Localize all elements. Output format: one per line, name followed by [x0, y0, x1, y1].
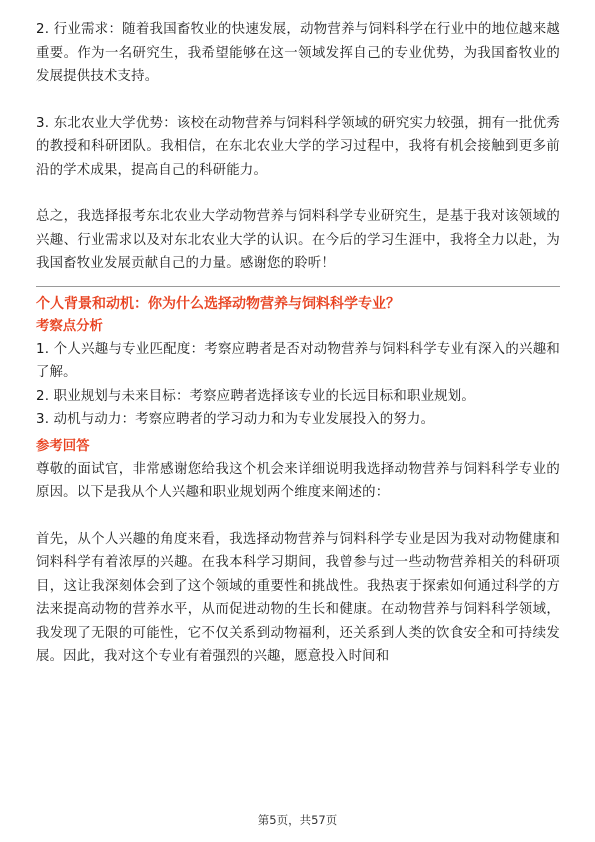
document-page	[36, 18, 560, 669]
paragraph-conclusion: 总之，我选择报考东北农业大学动物营养与饲料科学专业研究生，是基于我对该领域的兴趣、行业需求以及对东北农业大学的认识。在今后的学习生涯中，我将全力以赴，为我国畜牧业发展贡献自己的力量。感谢您的聆听！	[36, 209, 560, 271]
page-number: 第5页，共57页	[257, 813, 338, 827]
spacer	[36, 89, 560, 112]
paragraph-industry-demand: 2. 行业需求：随着我国畜牧业的快速发展，动物营养与饲料科学在行业中的地位越来越重要。作为一名研究生，我希望能够在这一领域发挥自己的专业优势，为我国畜牧业的发展提供技术支持。	[36, 22, 560, 84]
answer-paragraph: 尊敬的面试官，非常感谢您给我这个机会来详细说明我选择动物营养与饲料科学专业的原因。以下是我从个人兴趣和职业规划两个维度来阐述的：	[36, 461, 560, 500]
analysis-heading: 考察点分析	[36, 318, 103, 334]
paragraph-university-advantage: 3. 东北农业大学优势：该校在动物营养与饲料科学领域的研究实力较强，拥有一批优秀的教授和科研团队。我相信，在东北农业大学的学习过程中，我将有机会接触到更多前沿的学术成果，提高自己的科研能力。	[36, 115, 560, 178]
question-title: 个人背景和动机：你为什么选择动物营养与饲料科学专业？	[36, 295, 400, 312]
analysis-point: 3. 动机与动力：考察应聘者的学习动力和为专业发展投入的努力。	[36, 412, 435, 427]
answer-heading: 参考回答	[36, 438, 90, 454]
spacer	[36, 505, 560, 528]
spacer	[36, 182, 560, 205]
analysis-point: 1. 个人兴趣与专业匹配度：考察应聘者是否对动物营养与饲料科学专业有深入的兴趣和了解。	[36, 341, 560, 380]
section-divider	[36, 286, 560, 287]
answer-paragraph: 首先，从个人兴趣的角度来看，我选择动物营养与饲料科学专业是因为我对动物健康和饲料科学有着浓厚的兴趣。在我本科学习期间，我曾参与过一些动物营养相关的科研项目，这让我深刻体会到了这个领域的重要性和挑战性。我热衷于探索如何通过科学的方法来提高动物的营养水平，从而促进动物的生长和健康。在动物营养与饲料科学领域，我发现了无限的可能性，它不仅关系到动物福利，还关系到人类的饮食安全和可持续发展。因此，我对这个专业有着强烈的兴趣，愿意投入时间和	[36, 531, 560, 664]
analysis-point: 2. 职业规划与未来目标：考察应聘者选择该专业的长远目标和职业规划。	[36, 388, 475, 404]
